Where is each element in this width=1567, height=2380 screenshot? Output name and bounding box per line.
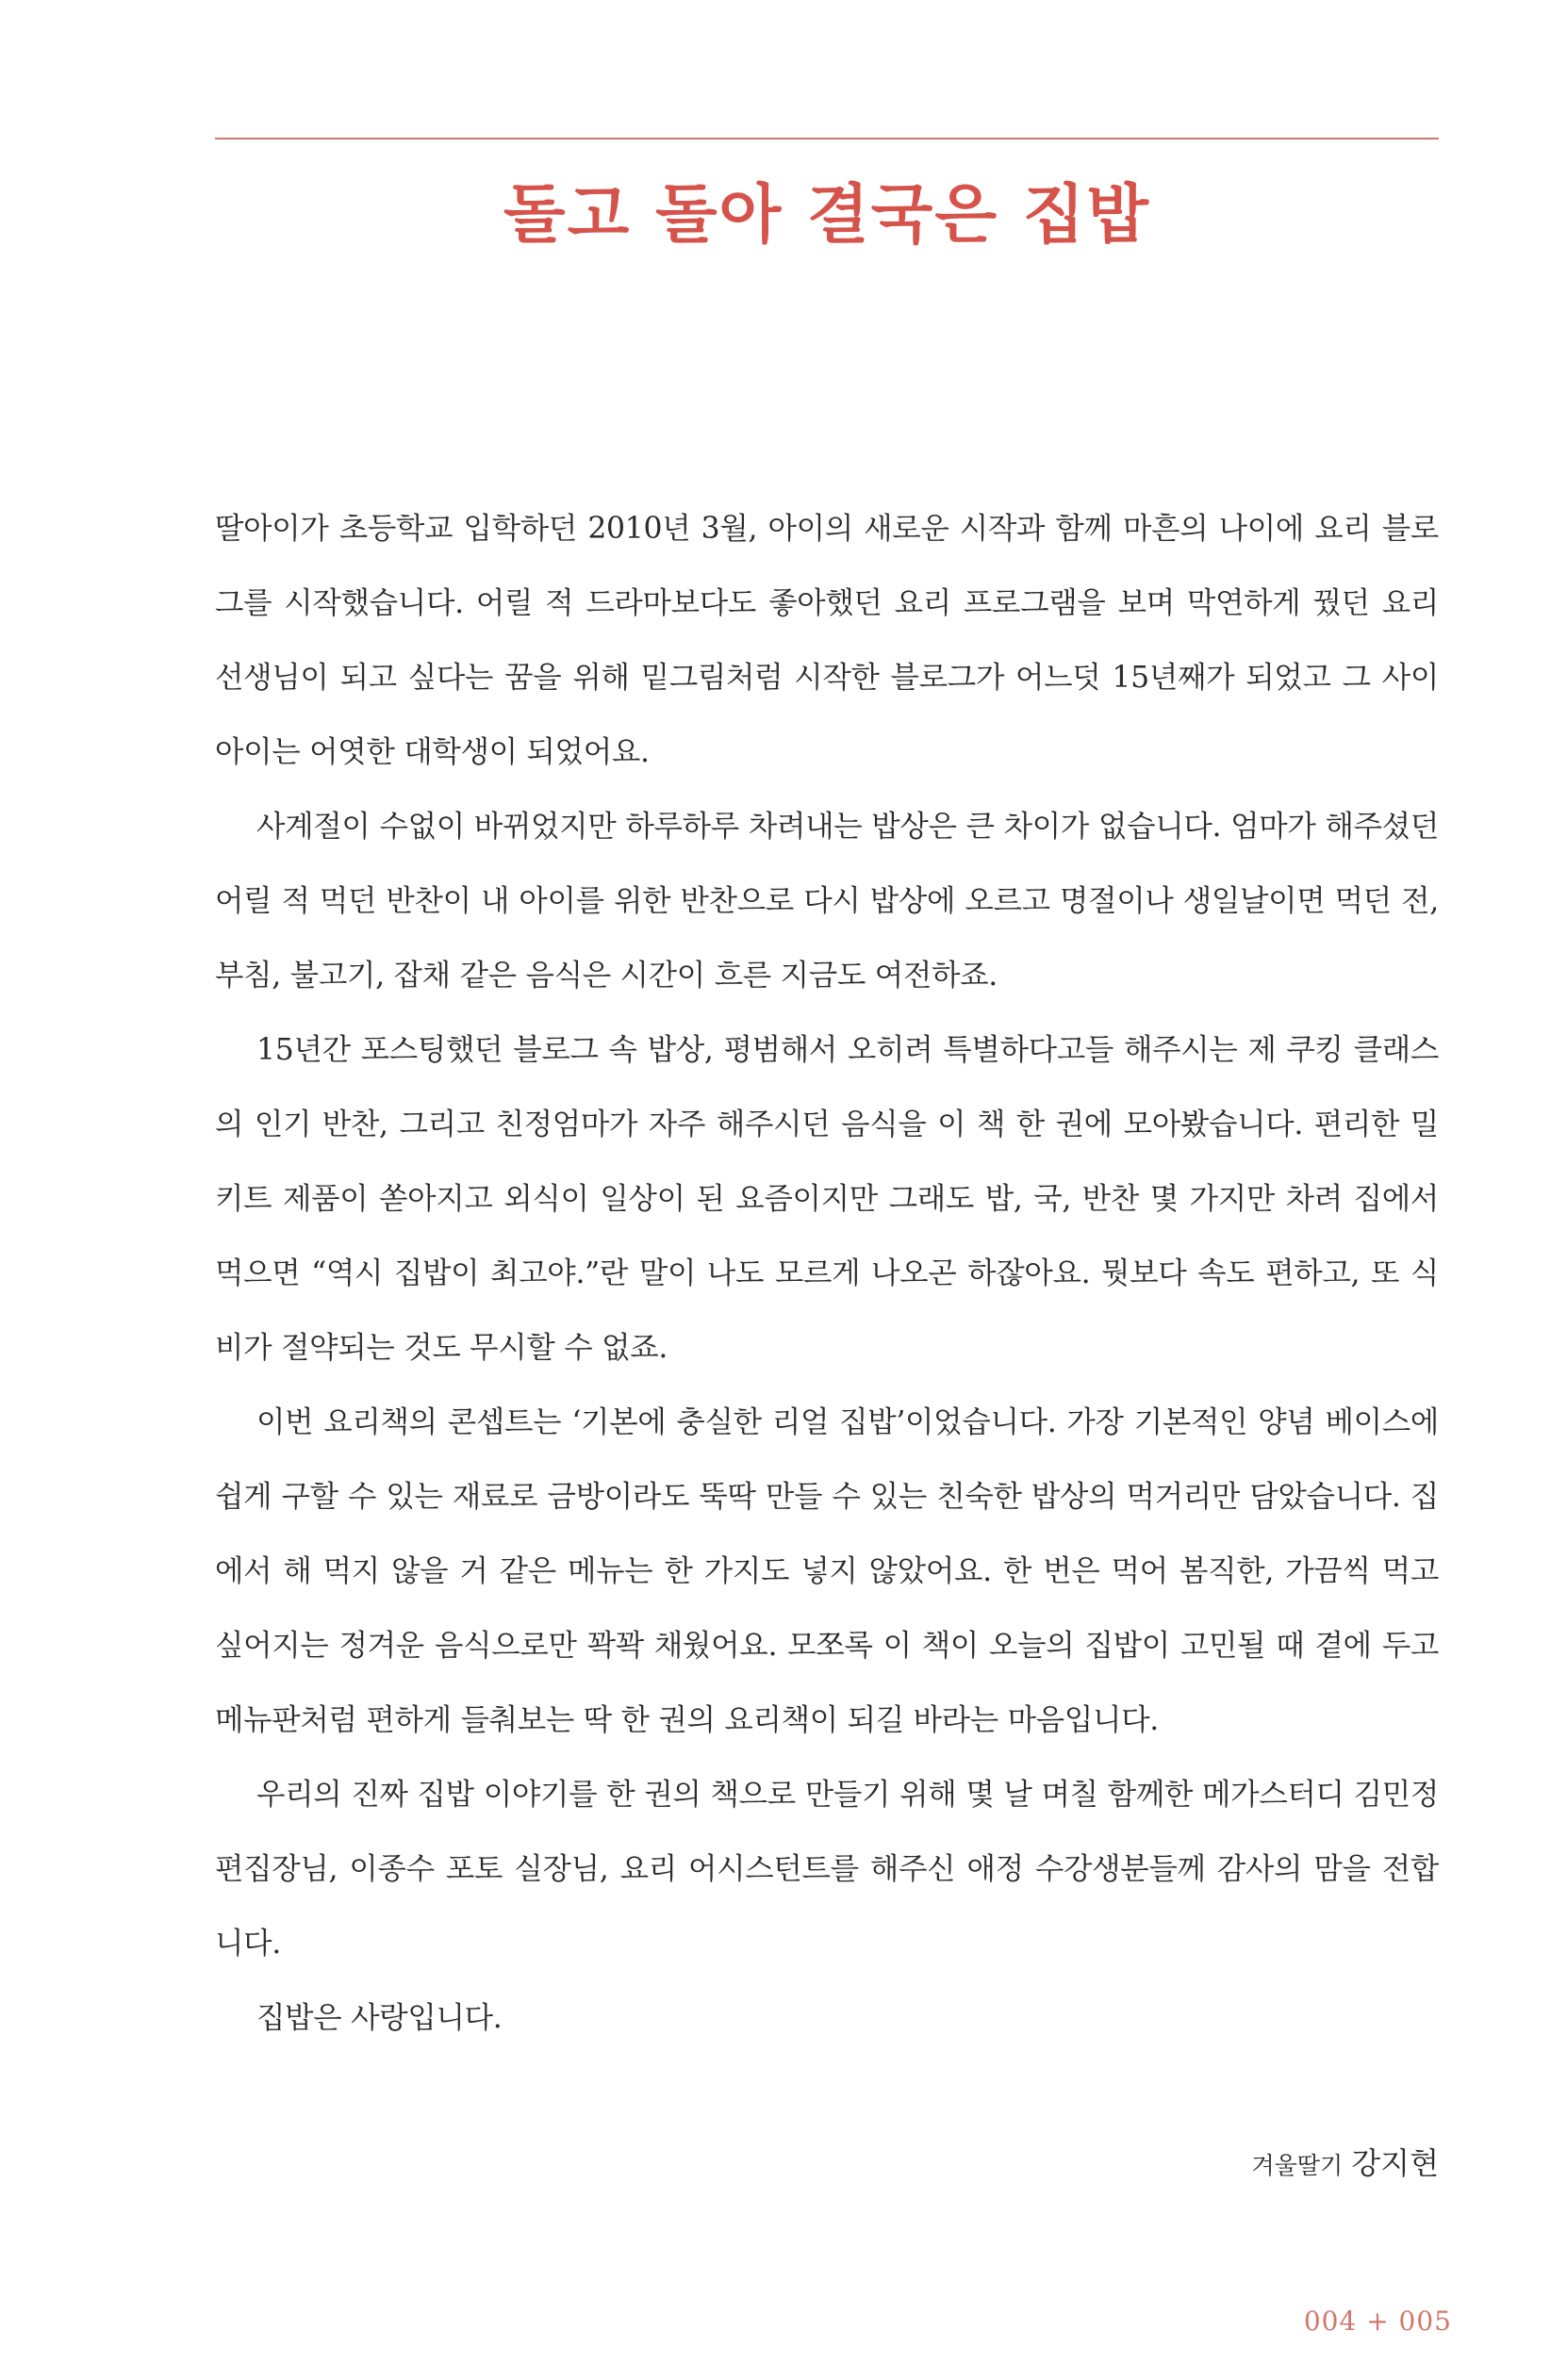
author-name: 강지현: [1351, 2145, 1439, 2181]
body-text: [215, 492, 1439, 2056]
page-title: 돌고 돌아 결국은 집밥: [503, 177, 1151, 253]
paragraph: 이번 요리책의 콘셉트는 ‘기본에 충실한 리얼 집밥’이었습니다. 가장 기본적인 양념 베이스에 쉽게 구할 수 있는 재료로 금방이라도 뚝딱 만들 수 있는 친숙한 밥상의 먹거리만 담았습니다. 집에서 해 먹지 않을 거 같은 메뉴는 한 가지도 넣지 않았어요. 한 번은 먹어 봄직한, 가끔씩 먹고 싶어지는 정겨운 음식으로만 꽉꽉 채웠어요. 모쪼록 이 책이 오늘의 집밥이 고민될 때 곁에 두고 메뉴판처럼 편하게 들춰보는 딱 한 권의 요리책이 되길 바라는 마음입니다.: [215, 1405, 1439, 1737]
page-number: 004 + 005: [1303, 2306, 1452, 2337]
paragraph: 우리의 진짜 집밥 이야기를 한 권의 책으로 만들기 위해 몇 날 며칠 함께한 메가스터디 김민정 편집장님, 이종수 포토 실장님, 요리 어시스턴트를 해주신 애정 수강생분들께 감사의 맘을 전합니다.: [215, 1778, 1439, 1961]
author-signature: [1252, 2140, 1439, 2183]
paragraph: 사계절이 수없이 바뀌었지만 하루하루 차려내는 밥상은 큰 차이가 없습니다. 엄마가 해주셨던 어릴 적 먹던 반찬이 내 아이를 위한 반찬으로 다시 밥상에 오르고 명절이나 생일날이면 먹던 전, 부침, 불고기, 잡채 같은 음식은 시간이 흐른 지금도 여전하죠.: [215, 810, 1439, 993]
top-rule: [215, 138, 1439, 140]
paragraph: 집밥은 사랑입니다.: [256, 2001, 503, 2035]
paragraph: 딸아이가 초등학교 입학하던 2010년 3월, 아이의 새로운 시작과 함께 마흔의 나이에 요리 블로그를 시작했습니다. 어릴 적 드라마보다도 좋아했던 요리 프로그램을 보며 막연하게 꿨던 요리 선생님이 되고 싶다는 꿈을 위해 밑그림처럼 시작한 블로그가 어느덧 15년째가 되었고 그 사이 아이는 어엿한 대학생이 되었어요.: [215, 512, 1439, 769]
author-pen-name: 겨울딸기: [1251, 2152, 1344, 2179]
paragraph: 15년간 포스팅했던 블로그 속 밥상, 평범해서 오히려 특별하다고들 해주시는 제 쿠킹 클래스의 인기 반찬, 그리고 친정엄마가 자주 해주시던 음식을 이 책 한 권에 모아봤습니다. 편리한 밀키트 제품이 쏟아지고 외식이 일상이 된 요즘이지만 그래도 밥, 국, 반찬 몇 가지만 차려 집에서 먹으면 “역시 집밥이 최고야.”란 말이 나도 모르게 나오곤 하잖아요. 뭣보다 속도 편하고, 또 식비가 절약되는 것도 무시할 수 없죠.: [215, 1033, 1439, 1365]
